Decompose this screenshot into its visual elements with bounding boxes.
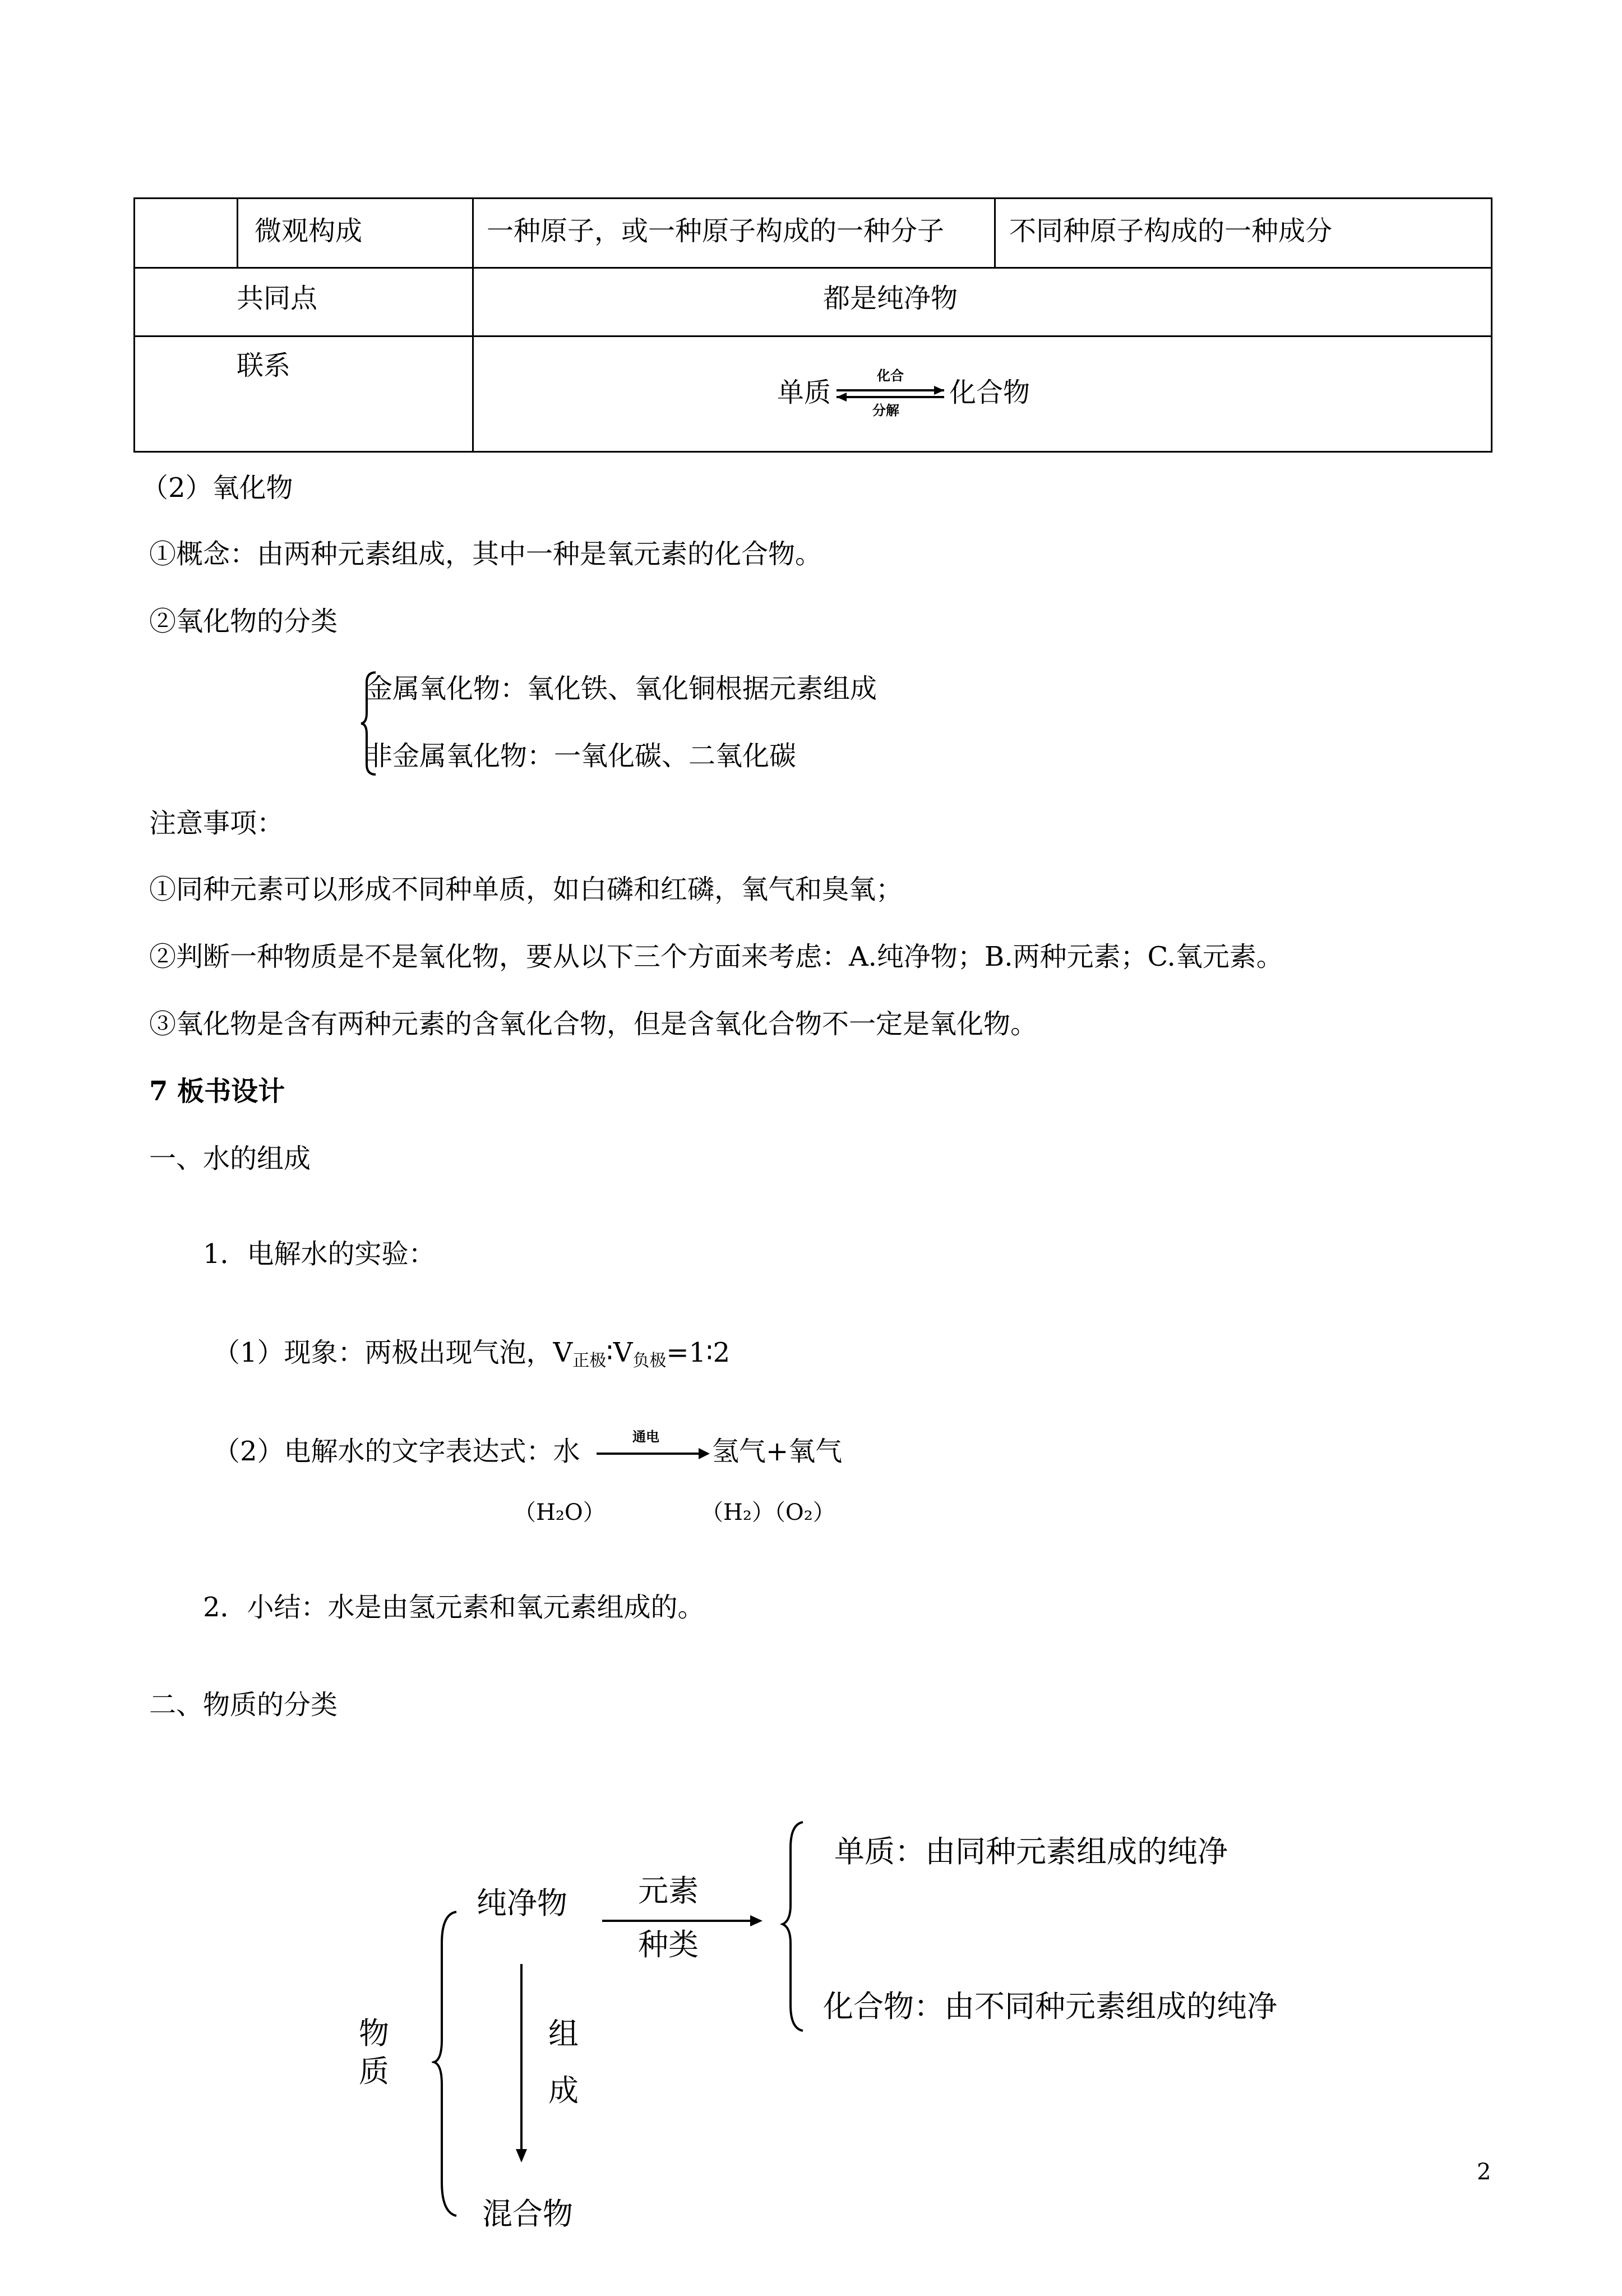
matter-label-char: 物 — [359, 2016, 389, 2051]
phenomenon-ratio: =1∶2 — [666, 1337, 731, 1368]
oxides-classification-heading: ②氧化物的分类 — [149, 606, 338, 637]
table-border-top — [133, 197, 1492, 199]
matter-label-char: 质 — [359, 2054, 389, 2089]
arrow-label: 分解 — [872, 402, 899, 418]
oxides-concept: ①概念：由两种元素组成，其中一种是氧元素的化合物。 — [149, 538, 822, 570]
metal-oxides: 金属氧化物：氧化铁、氧化铜根据元素组成 — [366, 673, 877, 704]
arrow-down-label-char: 组 — [548, 2016, 579, 2051]
page-number: 2 — [1477, 2159, 1491, 2185]
table-divider — [994, 197, 996, 268]
table-border-left — [133, 197, 135, 453]
phenomenon-colon: ∶V — [606, 1337, 633, 1368]
table-cell: 联系 — [237, 350, 291, 381]
arrow-label-bottom: 种类 — [638, 1927, 699, 1962]
table-border-right — [1491, 197, 1492, 453]
table-cell: 单质 — [777, 377, 831, 408]
note-item: ②判断一种物质是不是氧化物，要从以下三个方面来考虑：A.纯净物；B.两种元素；C.氧元素。 — [149, 941, 1283, 972]
table-cell: 不同种原子构成的一种成分 — [1009, 215, 1333, 247]
phenomenon-line — [213, 1336, 730, 1378]
table-divider — [133, 267, 1492, 269]
note-item: ③氧化物是含有两种元素的含氧化合物，但是含氧化合物不一定是氧化物。 — [149, 1008, 1038, 1040]
subscript-negative: 负极 — [632, 1351, 667, 1371]
equation-products: 氢气+氧气 — [712, 1436, 843, 1467]
water-formula: （H₂O） — [514, 1500, 606, 1525]
arrow-down-label-char: 成 — [548, 2073, 579, 2108]
matter-brace-icon — [432, 1910, 460, 2218]
table-divider — [472, 197, 474, 453]
nonmetal-oxides: 非金属氧化物：一氧化碳、二氧化碳 — [366, 740, 797, 772]
table-cell: 微观构成 — [255, 215, 363, 247]
compound: 化合物：由不同种元素组成的纯净 — [823, 1989, 1277, 2024]
oxides-heading: （2）氧化物 — [141, 472, 293, 504]
table-border-bottom — [133, 451, 1492, 453]
section-classification: 二、物质的分类 — [149, 1689, 338, 1721]
section-water: 一、水的组成 — [149, 1143, 311, 1174]
table-cell: 共同点 — [237, 283, 318, 314]
table-cell: 化合物 — [949, 377, 1030, 408]
table-divider — [237, 197, 238, 268]
board-heading: 7 板书设计 — [149, 1076, 285, 1107]
electrolysis-item: 1．电解水的实验： — [203, 1238, 436, 1270]
table-cell: 都是纯净物 — [823, 283, 958, 314]
mixture: 混合物 — [482, 2196, 573, 2232]
equation-prefix: （2）电解水的文字表达式：水 — [213, 1436, 580, 1467]
products-formula: （H₂）（O₂） — [701, 1500, 835, 1525]
note-item: ①同种元素可以形成不同种单质，如白磷和红磷，氧气和臭氧； — [149, 874, 903, 905]
phenomenon-text: （1）现象：两极出现气泡，V — [213, 1337, 573, 1368]
notes-heading: 注意事项： — [149, 808, 284, 839]
comparison-table — [133, 197, 1492, 453]
pure-substance: 纯净物 — [477, 1885, 567, 1921]
table-cell: 一种原子，或一种原子构成的一种分子 — [487, 215, 945, 247]
table-divider — [133, 335, 1492, 337]
simple-substance: 单质：由同种元素组成的纯净 — [834, 1834, 1228, 1869]
arrow-label: 化合 — [877, 367, 904, 384]
arrow-label-top: 元素 — [638, 1873, 699, 1908]
arrow-down-icon — [510, 1963, 533, 2165]
subscript-positive: 正极 — [572, 1351, 607, 1371]
summary: 2．小结：水是由氢元素和氧元素组成的。 — [203, 1592, 705, 1623]
pure-brace-icon — [779, 1820, 807, 2033]
reaction-condition: 通电 — [632, 1428, 659, 1445]
